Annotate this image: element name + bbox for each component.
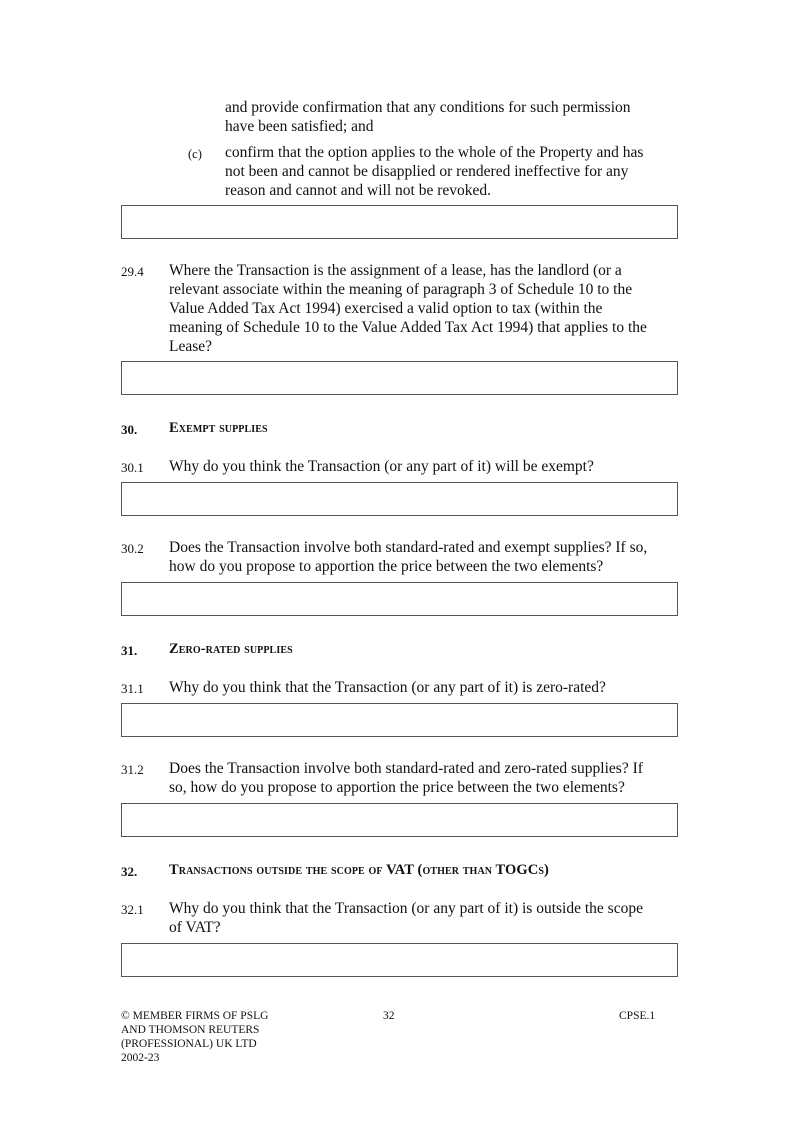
answer-box-29-3[interactable]	[121, 205, 678, 239]
section-30-number: 30.	[121, 422, 138, 437]
question-32-1-number: 32.1	[121, 902, 144, 917]
footer-copyright: © MEMBER FIRMS OF PSLG AND THOMSON REUTERS (PROFESSIONAL) UK LTD 2002-23	[121, 1010, 269, 1064]
question-30-1-text: Why do you think the Transaction (or any part of it) will be exempt?	[169, 458, 594, 475]
continuation-text: and provide confirmation that any conditions for such permission have been satisfied; and	[225, 99, 631, 135]
section-31-number: 31.	[121, 643, 138, 658]
section-30-heading: Exempt supplies	[169, 420, 268, 436]
section-31-heading: Zero-rated supplies	[169, 641, 293, 657]
question-32-1-text: Why do you think that the Transaction (or any part of it) is outside the scope of VAT?	[169, 900, 643, 936]
answer-box-32-1[interactable]	[121, 943, 678, 977]
question-30-1-number: 30.1	[121, 460, 144, 475]
section-32-heading: Transactions outside the scope of VAT (other than TOGCs)	[169, 862, 549, 878]
footer-page-number: 32	[383, 1010, 395, 1022]
question-29-4-number: 29.4	[121, 264, 144, 279]
question-31-2-number: 31.2	[121, 762, 144, 777]
question-30-2-text: Does the Transaction involve both standard-rated and exempt supplies? If so, how do you propose to apportion the price between the two elements?	[169, 539, 648, 575]
answer-box-31-2[interactable]	[121, 803, 678, 837]
answer-box-31-1[interactable]	[121, 703, 678, 737]
section-32-number: 32.	[121, 864, 138, 879]
answer-box-30-1[interactable]	[121, 482, 678, 516]
footer-form-code: CPSE.1	[619, 1010, 656, 1022]
item-c-text: confirm that the option applies to the whole of the Property and has not been and cannot be disapplied or rendered ineffective for any reason and cannot and will not be revoked.	[225, 144, 644, 199]
answer-box-29-4[interactable]	[121, 361, 678, 395]
question-31-1-number: 31.1	[121, 681, 144, 696]
item-c-label: (c)	[188, 147, 202, 161]
question-30-2-number: 30.2	[121, 541, 144, 556]
question-31-2-text: Does the Transaction involve both standard-rated and zero-rated supplies? If so, how do you propose to apportion the price between the two elements?	[169, 760, 643, 796]
question-29-4-text: Where the Transaction is the assignment of a lease, has the landlord (or a relevant associate within the meaning of paragraph 3 of Schedule 10 to the Value Added Tax Act 1994) exercised a valid option to tax (within the meaning of Schedule 10 to the Value Added Tax Act 1994) that applies to the Lease?	[169, 262, 647, 355]
question-31-1-text: Why do you think that the Transaction (or any part of it) is zero-rated?	[169, 679, 606, 696]
answer-box-30-2[interactable]	[121, 582, 678, 616]
